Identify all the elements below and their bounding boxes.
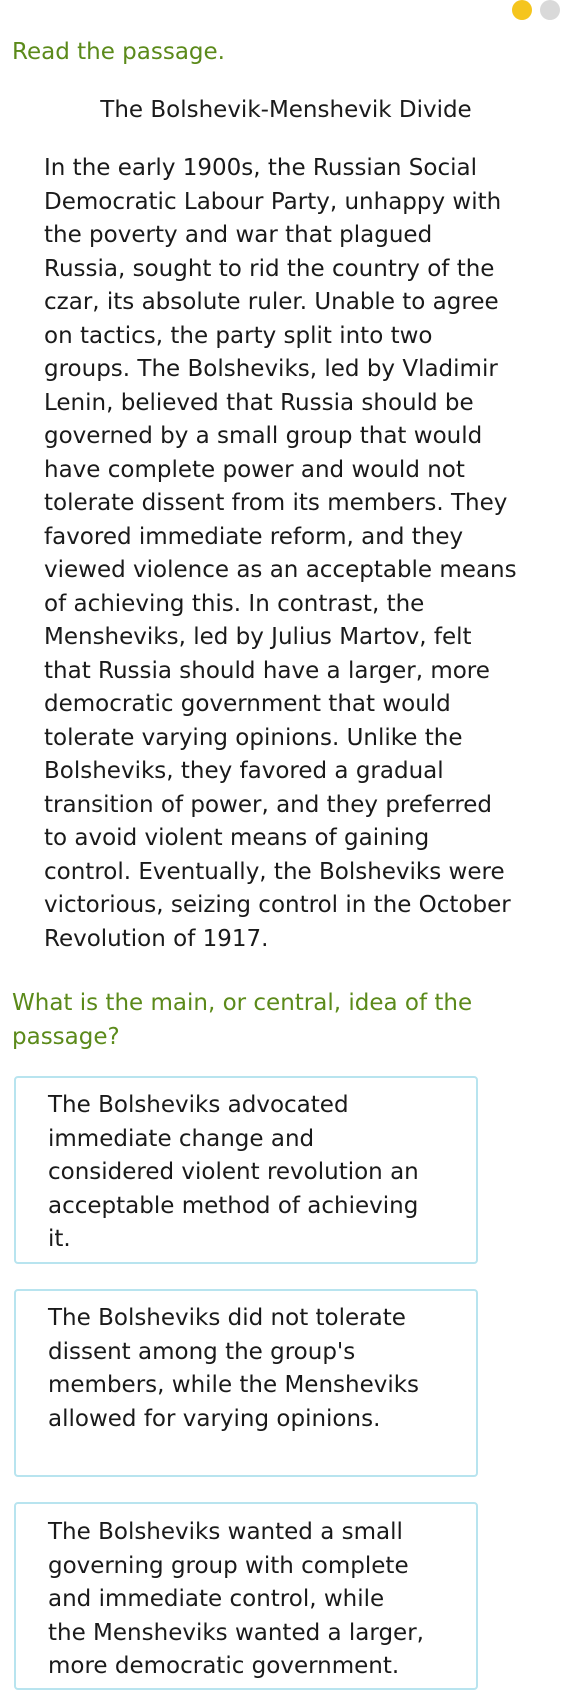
choice-text-line: more democratic government. [48,1653,400,1679]
choice-text-line: The Bolsheviks did not tolerate [48,1305,406,1331]
answer-choice-3[interactable] [14,1502,478,1690]
choice-text-line: it. [48,1226,71,1252]
passage-line: have complete power and would not [44,456,465,483]
passage-line: transition of power, and they preferred [44,791,493,818]
passage-line: control. Eventually, the Bolsheviks were [44,858,505,885]
choice-text-line: considered violent revolution an [48,1159,419,1185]
passage-title: The Bolshevik-Menshevik Divide [100,97,472,123]
progress-dot-current [512,0,532,20]
choice-text-line: allowed for varying opinions. [48,1405,381,1432]
passage-line: governed by a small group that would [44,423,483,449]
answer-choice-2[interactable] [14,1289,478,1477]
passage-body [44,152,544,956]
passage-line: democratic government that would [44,691,451,717]
choice-text-line: the Mensheviks wanted a larger, [48,1619,424,1646]
passage-line: Mensheviks, led by Julius Martov, felt [44,624,472,650]
passage-line: of achieving this. In contrast, the [44,590,425,617]
choice-text-line: dissent among the group's [48,1338,356,1365]
choice-text-line: and immediate control, while [48,1586,385,1612]
progress-dot-next [540,0,560,20]
passage-line: to avoid violent means of gaining [44,825,430,851]
question-text: What is the main, or central, idea of the passage? [12,990,473,1050]
passage-line: czar, its absolute ruler. Unable to agree [44,289,499,315]
passage-line: Russia, sought to rid the country of the [44,255,495,282]
choice-text-line: The Bolsheviks advocated [48,1092,349,1118]
choice-text-line: immediate change and [48,1125,315,1152]
passage-line: Lenin, believed that Russia should be [44,389,474,416]
choice-text-line: The Bolsheviks wanted a small [48,1519,403,1545]
progress-indicator [512,0,560,20]
passage-line: viewed violence as an acceptable means [44,557,517,583]
passage-line: Democratic Labour Party, unhappy with [44,188,502,215]
passage-line: victorious, seizing control in the October [44,892,511,918]
passage-line: the poverty and war that plagued [44,222,433,248]
passage-line: that Russia should have a larger, more [44,657,490,684]
passage-line: In the early 1900s, the Russian Social [44,155,477,181]
passage-line: favored immediate reform, and they [44,523,464,550]
choice-text-line: governing group with complete [48,1552,409,1579]
passage-line: tolerate varying opinions. Unlike the [44,724,463,751]
passage-line: on tactics, the party split into two [44,322,433,349]
passage-line: groups. The Bolsheviks, led by Vladimir [44,356,498,382]
passage-line: Bolsheviks, they favored a gradual [44,758,444,784]
answer-choice-1[interactable] [14,1076,478,1264]
passage-line: tolerate dissent from its members. They [44,490,508,516]
instruction-text: Read the passage. [12,39,225,65]
choice-text-line: acceptable method of achieving [48,1192,419,1219]
choice-text-line: members, while the Mensheviks [48,1372,420,1398]
passage-line: Revolution of 1917. [44,925,269,952]
